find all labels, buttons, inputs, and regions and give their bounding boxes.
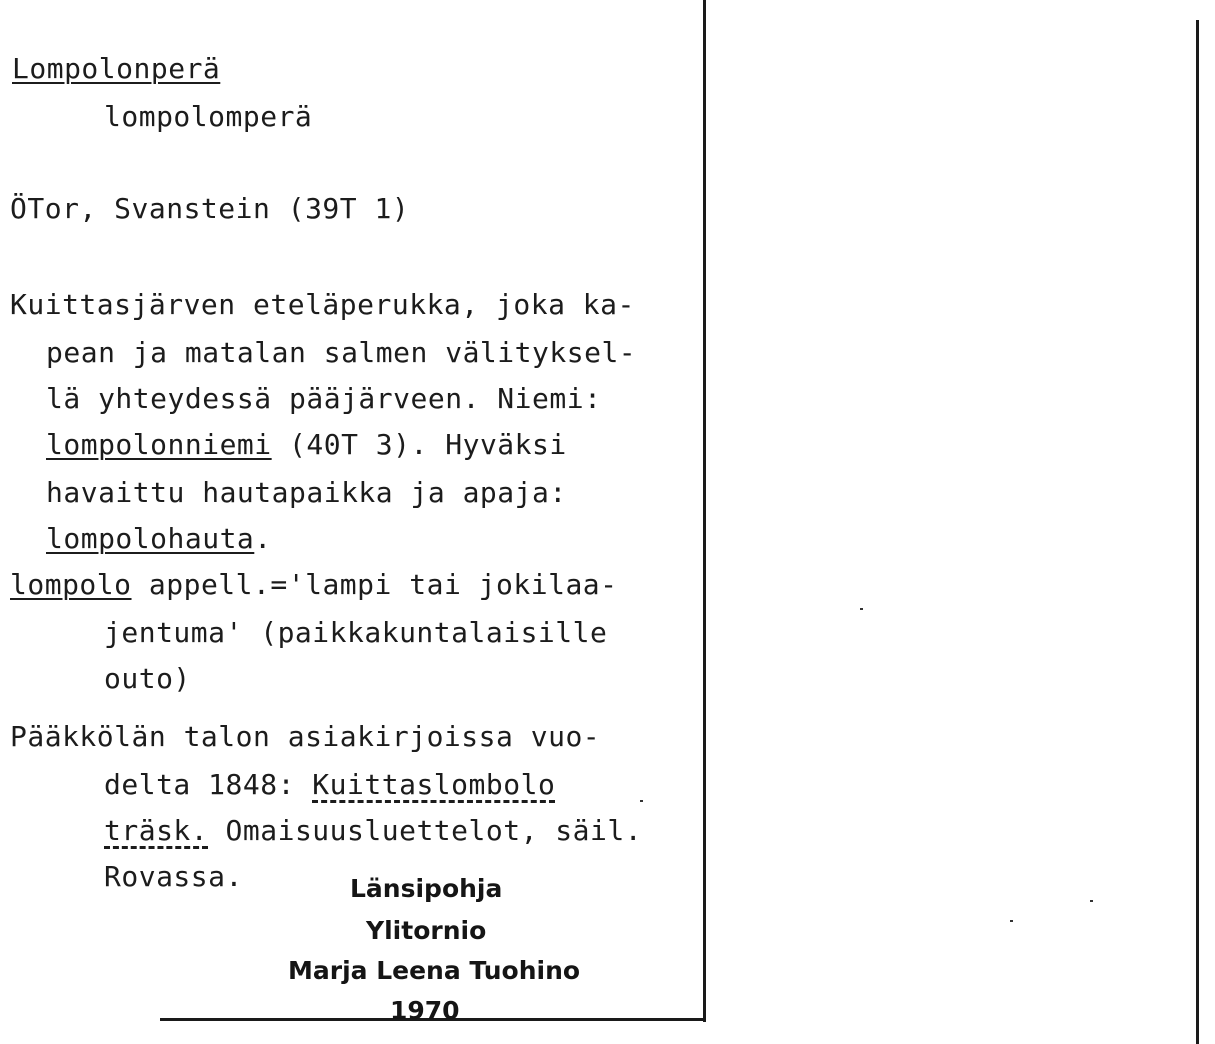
stamp-year: 1970	[390, 996, 460, 1025]
scan-speck	[860, 608, 863, 610]
archive-line-4: Rovassa.	[104, 860, 243, 893]
description-line-4-rest: (40T 3). Hyväksi	[289, 428, 567, 461]
description-line-6	[46, 522, 272, 556]
appell-line-1-rest: appell.='lampi tai jokilaa-	[148, 568, 618, 601]
description-line-1: Kuittasjärven eteläperukka, joka ka-	[10, 288, 635, 321]
description-line-2: pean ja matalan salmen välityksel-	[46, 336, 637, 369]
archive-line-1: Pääkkölän talon asiakirjoissa vuo-	[10, 720, 601, 753]
archive-line-2-text: delta 1848:	[104, 768, 295, 801]
stamp-region: Länsipohja	[350, 874, 503, 903]
pronunciation: lompolomperä	[104, 100, 313, 133]
appell-line-3: outo)	[104, 662, 191, 695]
niemi-name: lompolonniemi	[46, 428, 272, 461]
description-line-4	[46, 428, 567, 462]
archive-line-3-rest: Omaisuusluettelot, säil.	[225, 814, 643, 847]
scan-speck	[1090, 900, 1093, 902]
archive-name-1: Kuittaslombolo	[312, 768, 556, 801]
source-reference: ÖTor, Svanstein (39T 1)	[10, 192, 410, 225]
card-border-right	[703, 0, 706, 1022]
hauta-name: lompolohauta	[46, 522, 255, 555]
stamp-collector: Marja Leena Tuohino	[288, 956, 581, 985]
description-line-5: havaittu hautapaikka ja apaja:	[46, 476, 567, 509]
scan-speck	[640, 800, 643, 802]
page-edge-right	[1196, 20, 1199, 1044]
archive-name-2: träsk.	[104, 814, 209, 847]
stamp-parish: Ylitornio	[366, 916, 487, 945]
appell-term: lompolo	[10, 568, 132, 601]
appell-line-2: jentuma' (paikkakuntalaisille	[104, 616, 608, 649]
archive-line-2	[104, 768, 555, 802]
headword: Lompolonperä	[12, 52, 221, 85]
archive-line-3	[104, 814, 642, 848]
description-line-3: lä yhteydessä pääjärveen. Niemi:	[46, 382, 602, 415]
appell-line-1	[10, 568, 618, 602]
description-line-6-rest: .	[254, 522, 272, 555]
scan-speck	[1010, 920, 1013, 922]
